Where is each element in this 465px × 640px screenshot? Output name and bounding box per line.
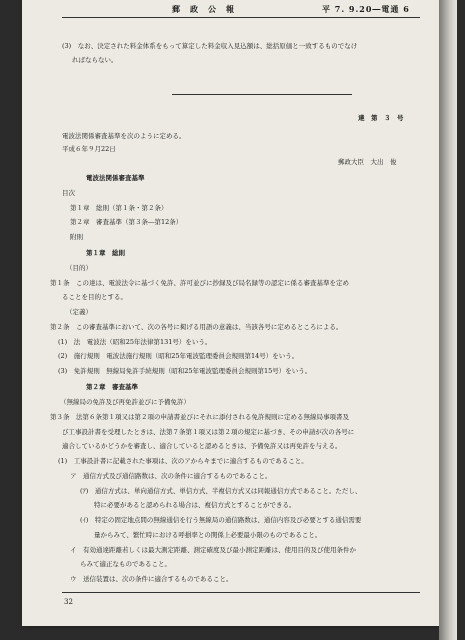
text-line: (ｲ) 特定の固定地点間の無線通信を行う無線局の通信路数は、通信内容及び必要とする通信需要 [80, 516, 362, 524]
text-line: 電波法関係審査基準を次のように定める。 [62, 132, 186, 140]
text-line: (1) 工事設計書に記載された事項は、次のアからキまでに適合するものであること。 [58, 457, 308, 465]
text-line: 第２条 この審査基準において、次の各号に掲げる用語の意義は、当該各号に定めるところによる。 [50, 323, 343, 331]
document-title: 電波法関係審査基準 [86, 174, 145, 182]
text-line: 第３条 法第６条第１項又は第２項の申請書並びにそれに添付される免許規則に定める無線局事項書及 [50, 413, 349, 421]
article-caption: （無線局の免許及び再免許並びに予備免許） [60, 398, 190, 406]
text-line: 第１条 この達は、電波法令に基づく免許、許可並びに抄録及び局名録等の認定に係る審査基準を定め [50, 279, 349, 287]
chapter-heading: 第２章 審査基準 [86, 383, 138, 391]
toc-item: 第１章 総則（第１条・第２条） [70, 204, 168, 212]
text-line: 特に必要があると認められる場合は、複信方式とすることができる。 [94, 501, 296, 509]
issue-number: 平 7. 9.20―電通 6 [322, 4, 410, 14]
page-number: 32 [64, 598, 73, 606]
text-line: (1) 法 電波法（昭和25年法律第131号）をいう。 [58, 338, 212, 346]
text-line: ることを目的とする。 [62, 293, 127, 301]
text-line: (2) 施行規則 電波法施行規則（昭和25年電波監理委員会規則第14号）をいう。 [58, 352, 299, 360]
text-line: (3) 免許規則 無線局免許手続規則（昭和25年電波監理委員会規則第15号）をいう。 [58, 367, 312, 375]
toc-item: 附則 [70, 233, 83, 241]
toc-heading: 目次 [62, 189, 75, 197]
header-rule [62, 17, 420, 18]
section-divider [172, 94, 352, 95]
gazette-title: 郵 政 公 報 [172, 4, 235, 14]
directive-number: 達 第 ３ 号 [358, 114, 404, 122]
article-caption: （目的） [66, 264, 92, 272]
text-line: (3) なお、決定された料金体系をもって算定した料金収入見込額は、総括原価と一致するものでなけ [62, 42, 358, 50]
text-line: らみて適正なものであること。 [80, 560, 171, 568]
book-binding [439, 0, 457, 640]
text-line: イ 有効通達距離若しくは最大測定距離、測定確度及び最小測定距離は、使用目的及び使用条件か [70, 546, 356, 554]
text-line: び工事設計書を受理したときは、法第７条第１項又は第２項の規定に基づき、その申請が次の各号に [62, 428, 355, 436]
text-line: ア 通信方式及び通信路数は、次の条件に適合するものであること。 [70, 472, 272, 480]
text-line: ウ 送信装置は、次の条件に適合するものであること。 [70, 575, 233, 583]
chapter-heading: 第１章 総則 [86, 249, 125, 257]
text-line: (ｱ) 通信方式は、単向通信方式、単信方式、半複信方式又は同報通信方式であること。ただし、 [80, 487, 362, 495]
signatory: 郵政大臣 大出 俊 [338, 158, 397, 166]
date-line: 平成６年９月22日 [62, 145, 116, 153]
footer-rule [62, 592, 420, 593]
toc-item: 第２章 審査基準（第３条―第12条） [70, 218, 183, 226]
text-line: ればならない。 [72, 56, 118, 64]
text-line: 量からみて、繁忙時における呼損率との関係上必要最小限のものであること。 [94, 531, 322, 539]
text-line: 適合しているかどうかを審査し、適合していると認めるときは、予備免許又は再免許を与える。 [62, 442, 342, 450]
article-caption: （定義） [66, 308, 92, 316]
document-page [22, 0, 442, 626]
